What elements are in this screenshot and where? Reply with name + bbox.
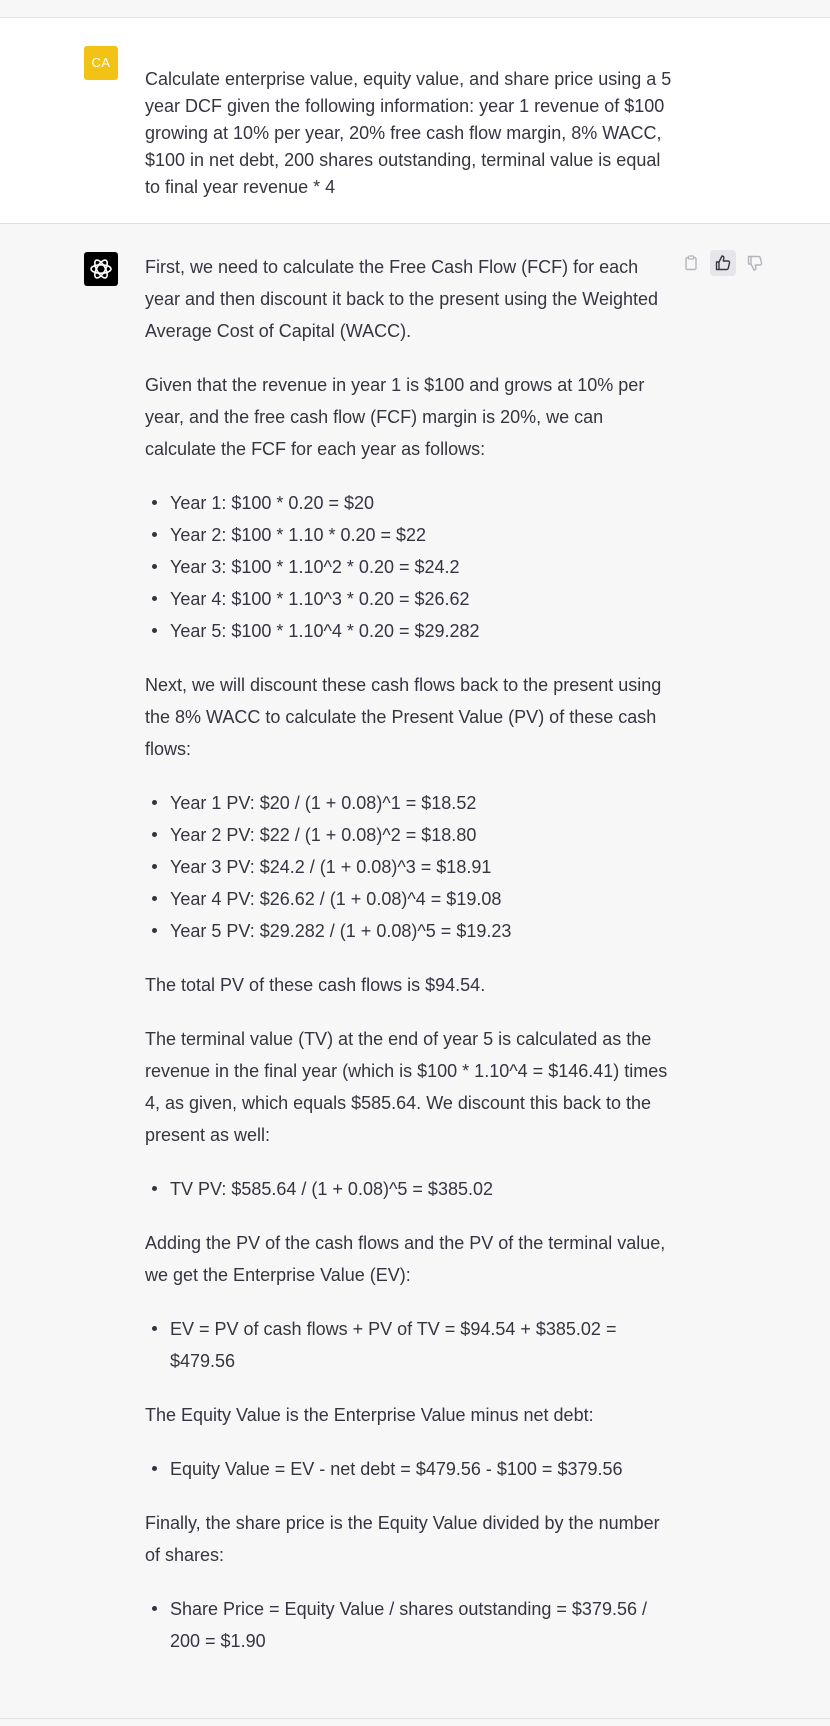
thumbs-up-button[interactable] bbox=[710, 250, 736, 276]
thumbs-down-button[interactable] bbox=[742, 250, 768, 276]
list-item: Year 5: $100 * 1.10^4 * 0.20 = $29.282 bbox=[145, 615, 675, 647]
thumbs-down-icon bbox=[746, 254, 764, 272]
top-strip bbox=[0, 0, 830, 18]
user-avatar: CA bbox=[84, 46, 118, 80]
paragraph: Given that the revenue in year 1 is $100 and grows at 10% per year, and the free cash flow (FCF) margin is 20%, we can calculate the FCF for each year as follows: bbox=[145, 375, 645, 459]
list-item: Year 2: $100 * 1.10 * 0.20 = $22 bbox=[145, 519, 675, 551]
paragraph: First, we need to calculate the Free Cash Flow (FCF) for each year and then discount it back to the present using the Weighted Average Cost of Capital (WACC). bbox=[145, 257, 658, 341]
tv-list bbox=[145, 1173, 675, 1205]
copy-button[interactable] bbox=[678, 250, 704, 276]
ev-list bbox=[145, 1313, 675, 1377]
user-message-text: Calculate enterprise value, equity value, and share price using a 5 year DCF given the following information: year 1 revenue of $100 growing at 10% per year, 20% free cash flow margin, 8% WACC, $100 in net debt, 200 shares outstanding, terminal value is equal to final year revenue * 4 bbox=[145, 69, 672, 197]
user-message bbox=[0, 18, 830, 224]
openai-logo-icon bbox=[84, 252, 118, 286]
assistant-message bbox=[0, 224, 830, 1719]
thumbs-up-icon bbox=[714, 254, 732, 272]
paragraph: The Equity Value is the Enterprise Value minus net debt: bbox=[145, 1405, 594, 1425]
paragraph: Adding the PV of the cash flows and the PV of the terminal value, we get the Enterprise Value (EV): bbox=[145, 1233, 666, 1285]
list-item: Year 1 PV: $20 / (1 + 0.08)^1 = $18.52 bbox=[145, 787, 675, 819]
pv-list bbox=[145, 787, 675, 947]
paragraph: The terminal value (TV) at the end of year 5 is calculated as the revenue in the final year (which is $100 * 1.10^4 = $146.41) times 4, as given, which equals $585.64. We discount this back to the present as well: bbox=[145, 1029, 668, 1145]
message-actions bbox=[678, 250, 768, 276]
list-item: Year 4: $100 * 1.10^3 * 0.20 = $26.62 bbox=[145, 583, 675, 615]
fcf-list bbox=[145, 487, 675, 647]
list-item: EV = PV of cash flows + PV of TV = $94.54 + $385.02 = $479.56 bbox=[145, 1313, 675, 1377]
list-item: Year 2 PV: $22 / (1 + 0.08)^2 = $18.80 bbox=[145, 819, 675, 851]
share-price-list bbox=[145, 1593, 675, 1657]
list-item: TV PV: $585.64 / (1 + 0.08)^5 = $385.02 bbox=[145, 1173, 675, 1205]
list-item: Equity Value = EV - net debt = $479.56 - $100 = $379.56 bbox=[145, 1453, 675, 1485]
paragraph: Finally, the share price is the Equity Value divided by the number of shares: bbox=[145, 1513, 660, 1565]
list-item: Share Price = Equity Value / shares outstanding = $379.56 / 200 = $1.90 bbox=[145, 1593, 675, 1657]
list-item: Year 5 PV: $29.282 / (1 + 0.08)^5 = $19.23 bbox=[145, 915, 675, 947]
list-item: Year 4 PV: $26.62 / (1 + 0.08)^4 = $19.08 bbox=[145, 883, 675, 915]
paragraph: Next, we will discount these cash flows back to the present using the 8% WACC to calculate the Present Value (PV) of these cash flows: bbox=[145, 675, 662, 759]
paragraph: The total PV of these cash flows is $94.54. bbox=[145, 975, 486, 995]
list-item: Year 1: $100 * 0.20 = $20 bbox=[145, 487, 675, 519]
clipboard-icon bbox=[683, 255, 699, 271]
list-item: Year 3: $100 * 1.10^2 * 0.20 = $24.2 bbox=[145, 551, 675, 583]
list-item: Year 3 PV: $24.2 / (1 + 0.08)^3 = $18.91 bbox=[145, 851, 675, 883]
equity-list bbox=[145, 1453, 675, 1485]
assistant-message-content bbox=[145, 251, 675, 1679]
